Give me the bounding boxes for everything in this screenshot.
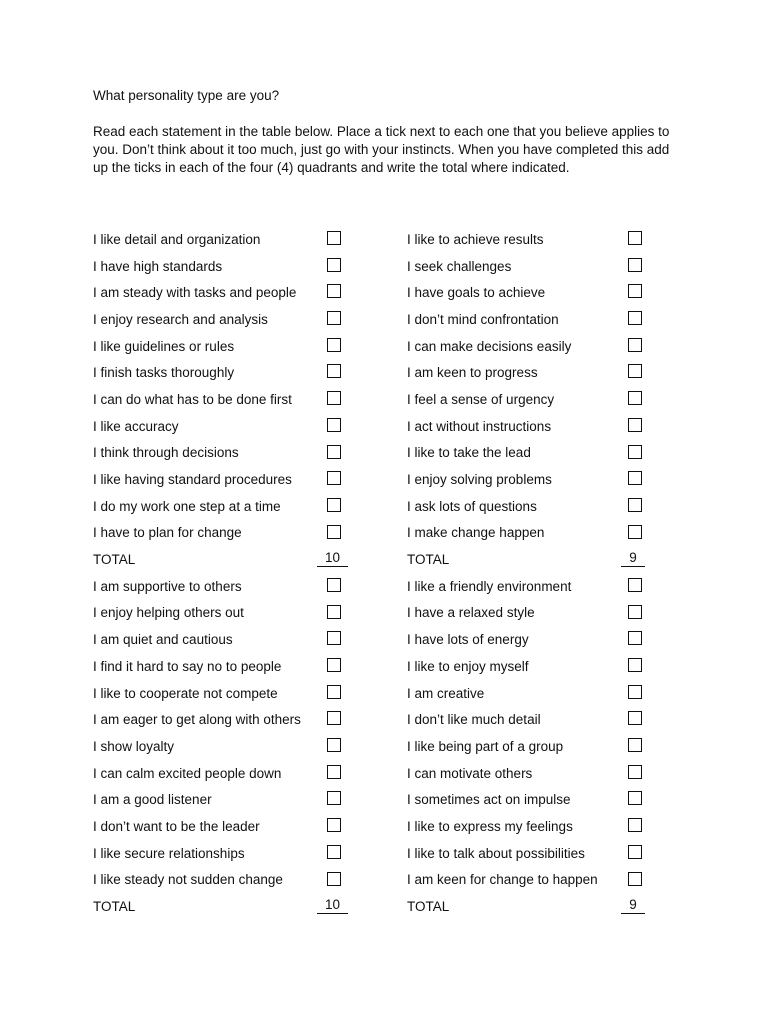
statement-label: I enjoy helping others out: [93, 605, 244, 621]
statement-row: [93, 440, 407, 467]
instructions-paragraph: Read each statement in the table below. Place a tick next to each one that you believe applies to you. Don’t think about it too much, just go with your instincts. When you have completed this add up the ticks in each of the four (4) quadrants and write the total where indicated.: [93, 124, 670, 175]
statement-label: I can make decisions easily: [407, 338, 572, 354]
quadrant-top-right: [407, 226, 653, 573]
statement-row: [407, 653, 653, 680]
statement-row: [93, 733, 407, 760]
statement-label: I enjoy solving problems: [407, 472, 552, 488]
total-value[interactable]: 10: [317, 896, 348, 914]
tick-checkbox[interactable]: [327, 284, 341, 298]
statement-label: I am supportive to others: [93, 578, 242, 594]
statement-row: [93, 680, 407, 707]
statement-row: [407, 813, 653, 840]
statement-row: [93, 653, 407, 680]
statement-label: I do my work one step at a time: [93, 498, 281, 514]
statement-row: [407, 226, 653, 253]
statement-label: I like having standard procedures: [93, 472, 292, 488]
statement-label: I think through decisions: [93, 445, 239, 461]
statement-row: [407, 466, 653, 493]
statement-label: I like to achieve results: [407, 231, 544, 247]
tick-checkbox[interactable]: [327, 231, 341, 245]
tick-checkbox[interactable]: [628, 284, 642, 298]
tick-checkbox[interactable]: [628, 631, 642, 645]
total-value[interactable]: 9: [621, 896, 645, 914]
statement-label: I show loyalty: [93, 738, 175, 754]
statement-label: I seek challenges: [407, 258, 512, 274]
statement-row: [93, 813, 407, 840]
tick-checkbox[interactable]: [628, 711, 642, 725]
statement-row: [407, 413, 653, 440]
statement-row: [407, 706, 653, 733]
tick-checkbox[interactable]: [628, 765, 642, 779]
tick-checkbox[interactable]: [628, 445, 642, 459]
statement-row: [93, 493, 407, 520]
statement-label: I am keen to progress: [407, 365, 538, 381]
statement-label: I like steady not sudden change: [93, 872, 283, 888]
statement-row: [407, 786, 653, 813]
statement-row: [93, 306, 407, 333]
tick-checkbox[interactable]: [628, 605, 642, 619]
statement-row: [93, 333, 407, 360]
tick-checkbox[interactable]: [327, 685, 341, 699]
total-row: [93, 893, 407, 920]
tick-checkbox[interactable]: [327, 872, 341, 886]
statement-label: I like to talk about possibilities: [407, 845, 585, 861]
statement-row: [407, 306, 653, 333]
tick-checkbox[interactable]: [327, 658, 341, 672]
total-value[interactable]: 9: [621, 549, 645, 567]
statement-row: [407, 680, 653, 707]
statement-row: [93, 706, 407, 733]
tick-checkbox[interactable]: [327, 364, 341, 378]
tick-checkbox[interactable]: [628, 525, 642, 539]
statement-row: [93, 413, 407, 440]
tick-checkbox[interactable]: [327, 525, 341, 539]
statements-grid: [93, 226, 653, 920]
statement-row: [407, 440, 653, 467]
statement-label: I feel a sense of urgency: [407, 391, 555, 407]
statement-label: I like guidelines or rules: [93, 338, 235, 354]
tick-checkbox[interactable]: [628, 311, 642, 325]
statement-row: [93, 600, 407, 627]
tick-checkbox[interactable]: [327, 818, 341, 832]
statement-label: I like accuracy: [93, 418, 179, 434]
statement-label: I am steady with tasks and people: [93, 285, 297, 301]
statement-label: I find it hard to say no to people: [93, 658, 282, 674]
tick-checkbox[interactable]: [327, 738, 341, 752]
tick-checkbox[interactable]: [628, 391, 642, 405]
total-row: [407, 893, 653, 920]
statement-label: I like to take the lead: [407, 445, 531, 461]
statement-row: [93, 573, 407, 600]
statement-row: [407, 253, 653, 280]
tick-checkbox[interactable]: [327, 578, 341, 592]
statement-label: I am keen for change to happen: [407, 872, 598, 888]
statement-label: I like to express my feelings: [407, 818, 573, 834]
statement-label: I can motivate others: [407, 765, 533, 781]
statement-label: I enjoy research and analysis: [93, 311, 268, 327]
statement-label: I don’t mind confrontation: [407, 311, 559, 327]
statement-row: [407, 626, 653, 653]
statement-row: [407, 520, 653, 547]
statement-label: I have lots of energy: [407, 632, 529, 648]
tick-checkbox[interactable]: [628, 471, 642, 485]
tick-checkbox[interactable]: [628, 845, 642, 859]
total-label: TOTAL: [407, 899, 450, 915]
tick-checkbox[interactable]: [628, 872, 642, 886]
tick-checkbox[interactable]: [628, 738, 642, 752]
bottom-quadrants: [93, 573, 653, 920]
tick-checkbox[interactable]: [327, 791, 341, 805]
statement-label: I act without instructions: [407, 418, 552, 434]
tick-checkbox[interactable]: [628, 364, 642, 378]
tick-checkbox[interactable]: [327, 711, 341, 725]
quadrant-top-left: [93, 226, 407, 573]
statement-label: I don’t like much detail: [407, 712, 541, 728]
statement-row: [93, 466, 407, 493]
statement-row: [407, 279, 653, 306]
statement-row: [93, 359, 407, 386]
statement-label: I am quiet and cautious: [93, 632, 233, 648]
statement-label: I am a good listener: [93, 792, 212, 808]
tick-checkbox[interactable]: [327, 391, 341, 405]
statement-label: I ask lots of questions: [407, 498, 537, 514]
total-label: TOTAL: [93, 552, 136, 568]
tick-checkbox[interactable]: [327, 605, 341, 619]
total-row: [93, 546, 407, 573]
statement-row: [407, 386, 653, 413]
statement-row: [93, 226, 407, 253]
total-value[interactable]: 10: [317, 549, 348, 567]
statement-label: I like to cooperate not compete: [93, 685, 278, 701]
statement-label: I like a friendly environment: [407, 578, 572, 594]
statement-row: [93, 253, 407, 280]
tick-checkbox[interactable]: [628, 418, 642, 432]
statement-label: I have high standards: [93, 258, 223, 274]
statement-label: I have goals to achieve: [407, 285, 546, 301]
tick-checkbox[interactable]: [327, 498, 341, 512]
statement-row: [407, 867, 653, 894]
tick-checkbox[interactable]: [628, 685, 642, 699]
statement-row: [407, 359, 653, 386]
quadrant-bottom-left: [93, 573, 407, 920]
tick-checkbox[interactable]: [327, 418, 341, 432]
statement-row: [93, 520, 407, 547]
tick-checkbox[interactable]: [327, 845, 341, 859]
statement-row: [93, 626, 407, 653]
quadrant-bottom-right: [407, 573, 653, 920]
tick-checkbox[interactable]: [628, 338, 642, 352]
tick-checkbox[interactable]: [327, 631, 341, 645]
statement-row: [407, 733, 653, 760]
total-label: TOTAL: [407, 552, 450, 568]
statement-label: I have a relaxed style: [407, 605, 535, 621]
statement-label: I am creative: [407, 685, 485, 701]
statement-label: I like being part of a group: [407, 738, 564, 754]
total-row: [407, 546, 653, 573]
statement-label: I like detail and organization: [93, 231, 261, 247]
statement-row: [407, 840, 653, 867]
statement-label: I don’t want to be the leader: [93, 818, 260, 834]
tick-checkbox[interactable]: [628, 818, 642, 832]
statement-label: I finish tasks thoroughly: [93, 365, 235, 381]
tick-checkbox[interactable]: [327, 765, 341, 779]
statement-label: I sometimes act on impulse: [407, 792, 571, 808]
statement-row: [407, 760, 653, 787]
statement-label: I make change happen: [407, 525, 545, 541]
tick-checkbox[interactable]: [628, 498, 642, 512]
total-label: TOTAL: [93, 899, 136, 915]
statement-row: [407, 600, 653, 627]
statement-row: [93, 840, 407, 867]
statement-row: [93, 867, 407, 894]
tick-checkbox[interactable]: [628, 578, 642, 592]
page-title: What personality type are you?: [93, 88, 280, 103]
tick-checkbox[interactable]: [628, 791, 642, 805]
top-quadrants: [93, 226, 653, 573]
tick-checkbox[interactable]: [327, 338, 341, 352]
tick-checkbox[interactable]: [327, 311, 341, 325]
statement-label: I am eager to get along with others: [93, 712, 301, 728]
tick-checkbox[interactable]: [327, 471, 341, 485]
tick-checkbox[interactable]: [628, 658, 642, 672]
tick-checkbox[interactable]: [327, 258, 341, 272]
statement-row: [93, 760, 407, 787]
tick-checkbox[interactable]: [628, 231, 642, 245]
statement-label: I can calm excited people down: [93, 765, 282, 781]
tick-checkbox[interactable]: [628, 258, 642, 272]
tick-checkbox[interactable]: [327, 445, 341, 459]
statement-label: I like secure relationships: [93, 845, 245, 861]
statement-row: [93, 786, 407, 813]
statement-row: [407, 333, 653, 360]
statement-label: I can do what has to be done first: [93, 391, 292, 407]
statement-row: [407, 493, 653, 520]
statement-label: I like to enjoy myself: [407, 658, 529, 674]
statement-row: [93, 279, 407, 306]
statement-row: [93, 386, 407, 413]
statement-row: [407, 573, 653, 600]
statement-label: I have to plan for change: [93, 525, 242, 541]
